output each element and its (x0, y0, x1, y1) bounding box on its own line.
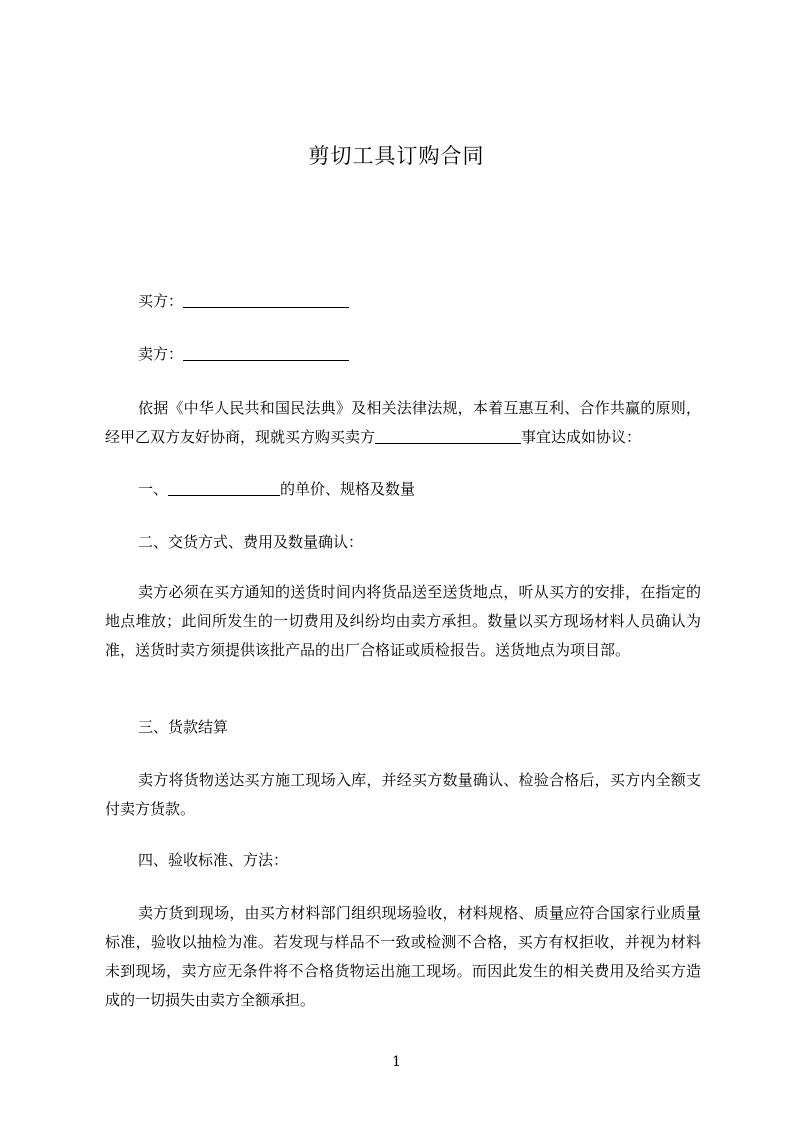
buyer-label: 买方： (138, 292, 184, 310)
product-name-blank[interactable] (168, 477, 280, 496)
section-4-body: 卖方货到现场，由买方材料部门组织现场验收，材料规格、质量应符合国家行业质量标准，验收以抽检为准。若发现与样品不一致或检测不合格，买方有权拒收，并视为材料未到现场，卖方应无条件将不合格货物运出施工现场。而因此发生的相关费用及给买方造成的一切损失由卖方全额承担。 (105, 904, 701, 1009)
product-blank[interactable] (375, 425, 521, 444)
section-3-heading: 三、货款结算 (138, 718, 229, 736)
section-1-heading (105, 475, 701, 504)
seller-blank[interactable] (183, 342, 349, 361)
section-1-suffix: 的单价、规格及数量 (280, 480, 416, 498)
document-title: 剪切工具订购合同 (308, 144, 485, 168)
seller-label: 卖方： (138, 345, 184, 363)
section-3-body: 卖方将货物送达买方施工现场入库，并经买方数量确认、检验合格后，买方内全额支付卖方货款。 (105, 771, 701, 818)
intro-text-2: 事宜达成如协议： (521, 428, 642, 446)
buyer-blank[interactable] (183, 289, 349, 308)
intro-text-1: 依据《中华人民共和国民法典》及相关法律法规，本着互惠互利、合作共赢的原则，经甲乙双方友好协商，现就买方购买卖方 (105, 399, 701, 446)
intro-paragraph (105, 394, 701, 452)
section-2-body: 卖方必须在买方通知的送货时间内将货品送至送货地点，听从买方的安排，在指定的地点堆放；此间所发生的一切费用及纠纷均由卖方承担。数量以买方现场材料人员确认为准，送货时卖方须提供该批产品的出厂合格证或质检报告。送货地点为项目部。 (105, 583, 701, 659)
section-4-heading: 四、验收标准、方法： (138, 851, 289, 869)
page-number: 1 (392, 1054, 401, 1070)
section-1-prefix: 一、 (138, 480, 169, 498)
seller-line (105, 340, 701, 369)
buyer-line (105, 287, 701, 316)
section-2-heading: 二、交货方式、费用及数量确认： (138, 533, 364, 551)
